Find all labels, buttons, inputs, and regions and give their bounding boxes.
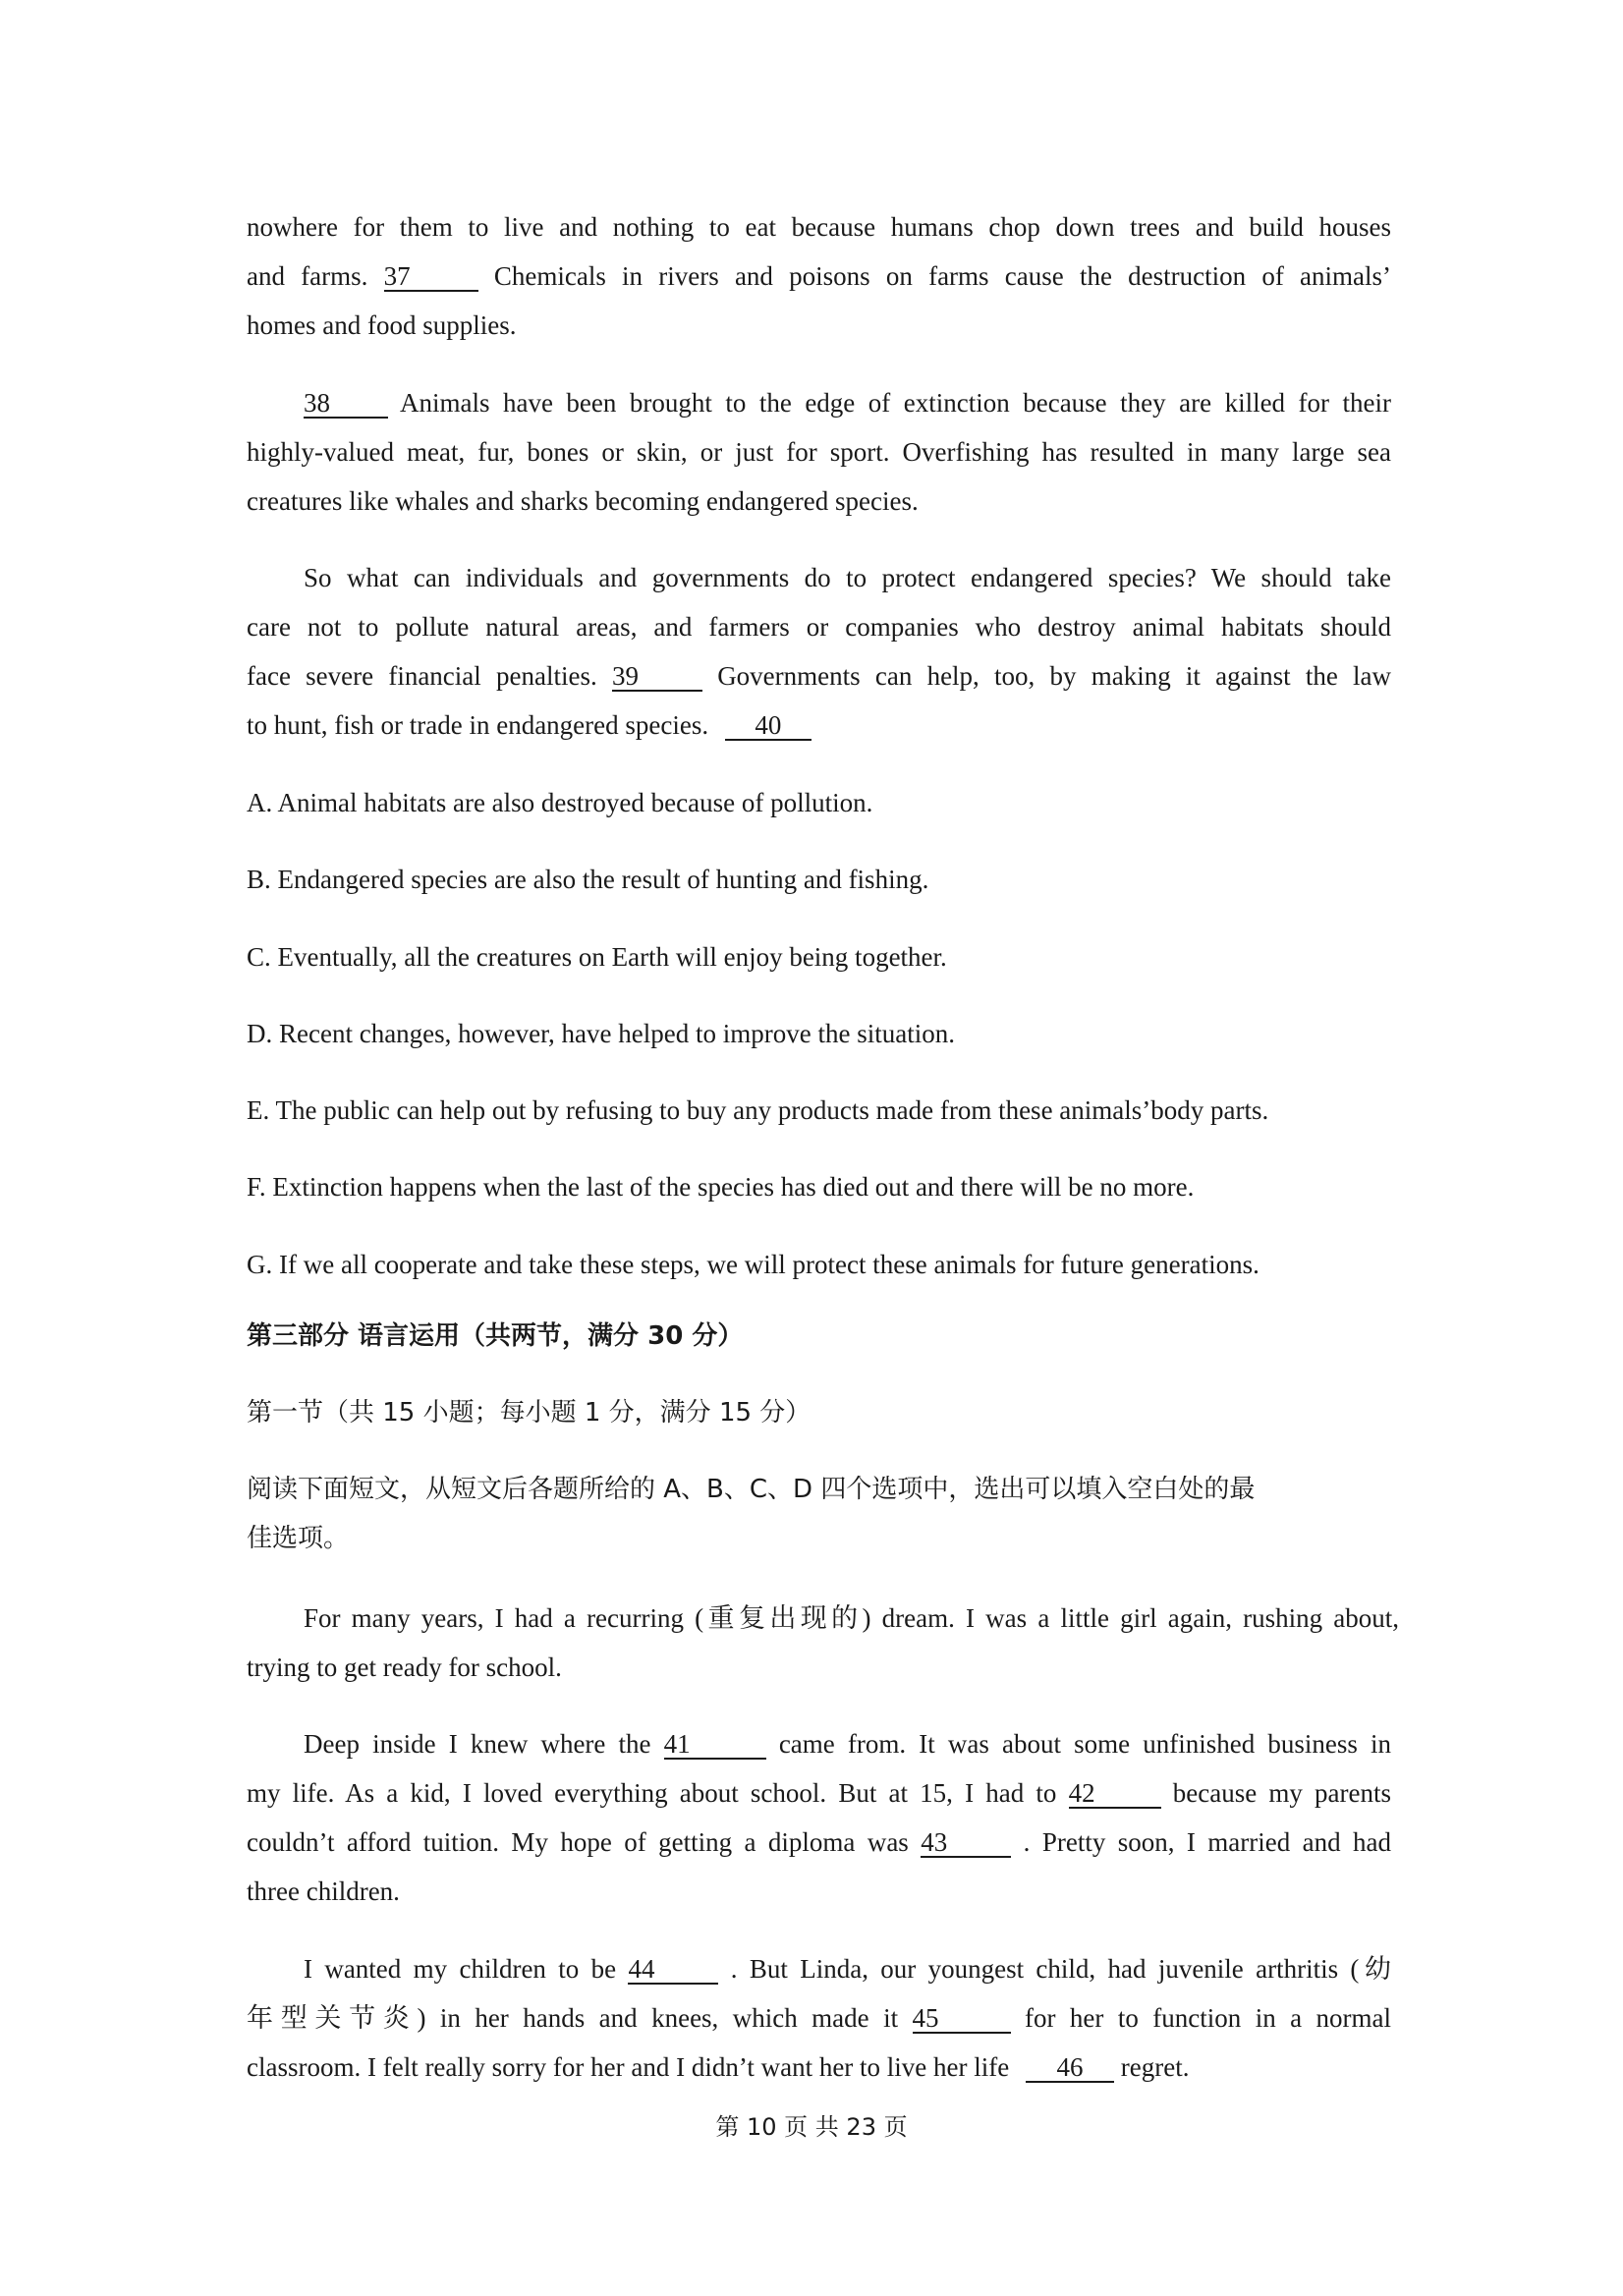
passage1-paragraph1-line3 [247,308,1391,342]
page-footer: 第 10 页 共 23 页 [715,2113,908,2141]
blank-41: 41 [664,1730,766,1760]
blank-42: 42 [1069,1779,1161,1809]
text: Animals have been brought to the edge of extinction because they are killed for their [400,388,1391,418]
passage2-paragraph2-line4 [247,1875,1391,1908]
passage2-paragraph2-line1 [304,1727,1391,1761]
text: care not to pollute natural areas, and farmers or companies who destroy animal habitats should [247,612,1391,642]
passage2-paragraph1-line1 [304,1601,1399,1635]
option-c: C. Eventually, all the creatures on Earth will enjoy being together. [247,942,947,972]
passage2-paragraph3-line1 [304,1952,1391,1986]
text: regret. [1120,2052,1190,2082]
section-heading: 第三部分 语言运用（共两节，满分 30 分） [247,1321,744,1351]
option-f: F. Extinction happens when the last of the species has died out and there will be no more. [247,1172,1195,1202]
text: because my parents [1172,1778,1391,1808]
text: . Pretty soon, I married and had [1023,1827,1392,1857]
text: Governments can help, too, by making it against the law [717,661,1392,691]
text: and farms. [247,261,368,291]
passage1-paragraph2-line2 [247,435,1391,469]
text: Deep inside I knew where the [304,1729,651,1759]
section-subheading: 第一节（共 15 小题；每小题 1 分，满分 15 分） [247,1398,812,1428]
text: creatures like whales and sharks becoming endangered species. [247,486,919,516]
option-a: A. Animal habitats are also destroyed because of pollution. [247,788,873,817]
passage1-paragraph3-line2 [247,610,1391,644]
passage2-paragraph3-line3 [247,2050,1391,2084]
option-g: G. If we all cooperate and take these steps, we will protect these animals for future generations. [247,1250,1259,1279]
text: for her to function in a normal [1025,2003,1392,2033]
option-d: D. Recent changes, however, have helped to improve the situation. [247,1019,955,1048]
text: homes and food supplies. [247,310,517,340]
instruction-line1: 阅读下面短文，从短文后各题所给的 A、B、C、D 四个选项中，选出可以填入空白处的最 [247,1475,1256,1504]
text: to hunt, fish or trade in endangered species. [247,710,709,740]
blank-43: 43 [921,1828,1011,1858]
text: nowhere for them to live and nothing to eat because humans chop down trees and build houses [247,212,1391,242]
text: highly-valued meat, fur, bones or skin, or just for sport. Overfishing has resulted in many large sea [247,437,1391,467]
text: For many years, I had a recurring (重复出现的) dream. I was a little girl again, rushing about, [304,1603,1399,1633]
option-b: B. Endangered species are also the result of hunting and fishing. [247,865,929,894]
passage1-paragraph2-line3 [247,484,1391,518]
blank-46: 46 [1026,2053,1114,2083]
text: couldn’t afford tuition. My hope of getting a diploma was [247,1827,909,1857]
blank-40: 40 [725,711,812,741]
text: came from. It was about some unfinished business in [778,1729,1391,1759]
text: trying to get ready for school. [247,1652,562,1682]
text: three children. [247,1876,400,1906]
blank-44: 44 [628,1955,718,1985]
text: So what can individuals and governments do to protect endangered species? We should take [304,563,1391,592]
text: Chemicals in rivers and poisons on farms cause the destruction of animals’ [493,261,1391,291]
passage2-paragraph1-line2 [247,1651,1391,1684]
text: my life. As a kid, I loved everything about school. But at 15, I had to [247,1778,1057,1808]
text: face severe financial penalties. [247,661,597,691]
instruction-line2: 佳选项。 [247,1524,350,1553]
passage1-paragraph3-line3 [247,659,1391,693]
passage1-paragraph3-line1 [304,561,1391,594]
text: 年型关节炎) in her hands and knees, which made it [247,2003,899,2033]
text: I wanted my children to be [304,1954,617,1984]
passage1-paragraph1-line1 [247,210,1391,244]
passage2-paragraph3-line2 [247,2001,1391,2035]
passage1-paragraph1-line2 [247,259,1391,293]
passage2-paragraph2-line2 [247,1776,1391,1810]
blank-45: 45 [913,2004,1011,2034]
passage1-paragraph2-line1 [304,386,1391,420]
blank-38: 38 [304,389,388,419]
text: . But Linda, our youngest child, had juvenile arthritis (幼 [730,1954,1392,1984]
text: classroom. I felt really sorry for her and I didn’t want her to live her life [247,2052,1010,2082]
passage1-paragraph3-line4 [247,708,1391,742]
blank-39: 39 [612,662,702,692]
passage2-paragraph2-line3 [247,1825,1391,1859]
option-e: E. The public can help out by refusing to buy any products made from these animals’body parts. [247,1095,1269,1125]
blank-37: 37 [384,262,478,292]
